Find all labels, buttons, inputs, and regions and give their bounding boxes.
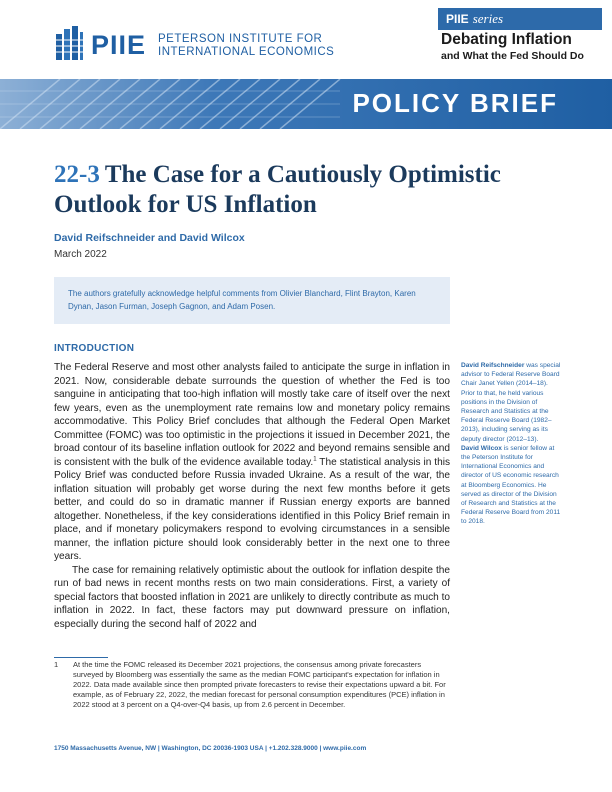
acknowledgment-text: The authors gratefully acknowledge helpful comments from Olivier Blanchard, Flint Brayton, Karen Dynan, Jason Furman, Joseph Gagnon, and Adam Posen. [68,289,416,311]
footnote-divider [54,657,108,658]
page-footer: 1750 Massachusetts Avenue, NW | Washington, DC 20036-1903 USA | +1.202.328.9000 | www.piie.com [54,745,367,752]
author-bio-2 [461,444,561,527]
policy-brief-banner [0,79,612,129]
footnote-marker[interactable]: 1 [313,456,317,463]
series-title: Debating Inflation [441,31,572,48]
section-heading-introduction: INTRODUCTION [54,343,135,354]
author-bio-2-name: David Wilcox [461,444,502,452]
series-badge-piie: PIIE [446,12,469,26]
institute-name [158,33,334,59]
piie-logo-icon [54,26,84,62]
institute-name-line1: PETERSON INSTITUTE FOR [158,33,323,45]
paragraph-2: The case for remaining relatively optimistic about the outlook for inflation despite the run of bad news in recent months rests on two main considerations. First, a variety of special factors that boosted inflation in 2021 are unlikely to directly contribute as much to inflation in 2022. In fact, these factors may put downward pressure on inflation, especially during the second half of 2022 and [54,564,450,630]
acknowledgment-box [54,277,450,324]
paragraph-1-continuation: The statistical analysis in this Policy Brief was conducted before Russia invaded Ukraine. As a result of the war, the inflation situation will probably get worse during the next few months before it gets better, and could do so in dramatic manner if Russian energy exports are banned altogether. Nonetheless, if the key considerations identified in this Policy Brief remain in place, and if monetary policymakers respond to evolving circumstances in a sensible manner, the inflation picture should look considerably better in the next one to three years. [54,456,451,562]
footnote-1 [54,660,450,710]
paper-title: The Case for a Cautiously Optimistic Outlook for US Inflation [54,161,501,218]
author-bio-1-name: David Reifschneider [461,362,525,369]
author-bios-sidebar [461,361,561,527]
author-bio-1-text: was special advisor to Federal Reserve Board Chair Janet Yellen (2014–18). Prior to that, he held various positions in the Division of Research and Statistics at the Federal Reserve Board (1982–2013), including serving as its deputy director (2012–13). [461,362,561,443]
footnote-text: At the time the FOMC released its December 2021 projections, the consensus among private forecasters surveyed by Bloomberg was essentially the same as the median FOMC participant's expectation for inflation in 2022. Data made available since then prompted private forecasters to revise their expectations upward a bit. For example, as of February 22, 2022, the median forecast for personal consumption expenditures (PCE) inflation in 2022 stood at 3 percent on a Q4-over-Q4 basis, up from 2.6 percent in December. [73,660,446,709]
footnote-number: 1 [54,660,59,669]
paragraph-1 [54,361,450,564]
paper-date: March 2022 [54,249,107,260]
series-badge-word: series [472,11,504,26]
paragraph-1-text: The Federal Reserve and most other analysts failed to anticipate the surge in inflation in 2021. Now, considerable debate surrounds the question of whether the Fed is too sanguine in anticipating that too-high inflation will mostly take care of itself over the next few years, even as the unemployment rate remains low and monetary policy remains accommodative. This Policy Brief concludes that although the Federal Open Market Committee (FOMC) was too optimistic in the projections it issued in December 2021, the broad contour of its baseline inflation outlook for 2022 and beyond remains sensible and is consistent with the bulk of the evidence available today. [54,362,450,468]
paper-title-block [54,160,554,220]
paper-authors: David Reifschneider and David Wilcox [54,232,245,244]
author-bio-2-text: is senior fellow at the Peterson Institute for International Economics and director of US economic research at Bloomberg Economics. He served as director of the Division of Research and Statistics at the Federal Reserve Board from 2011 to 2018. [461,444,561,526]
author-bio-1 [461,361,561,444]
series-subtitle: and What the Fed Should Do [441,50,584,62]
paper-number: 22-3 [54,161,100,188]
series-badge [438,8,602,30]
institute-name-line2: INTERNATIONAL ECONOMICS [158,46,335,58]
banner-label: POLICY BRIEF [352,88,558,118]
body-text [54,361,450,631]
logo-wordmark: PIIE [91,30,147,60]
